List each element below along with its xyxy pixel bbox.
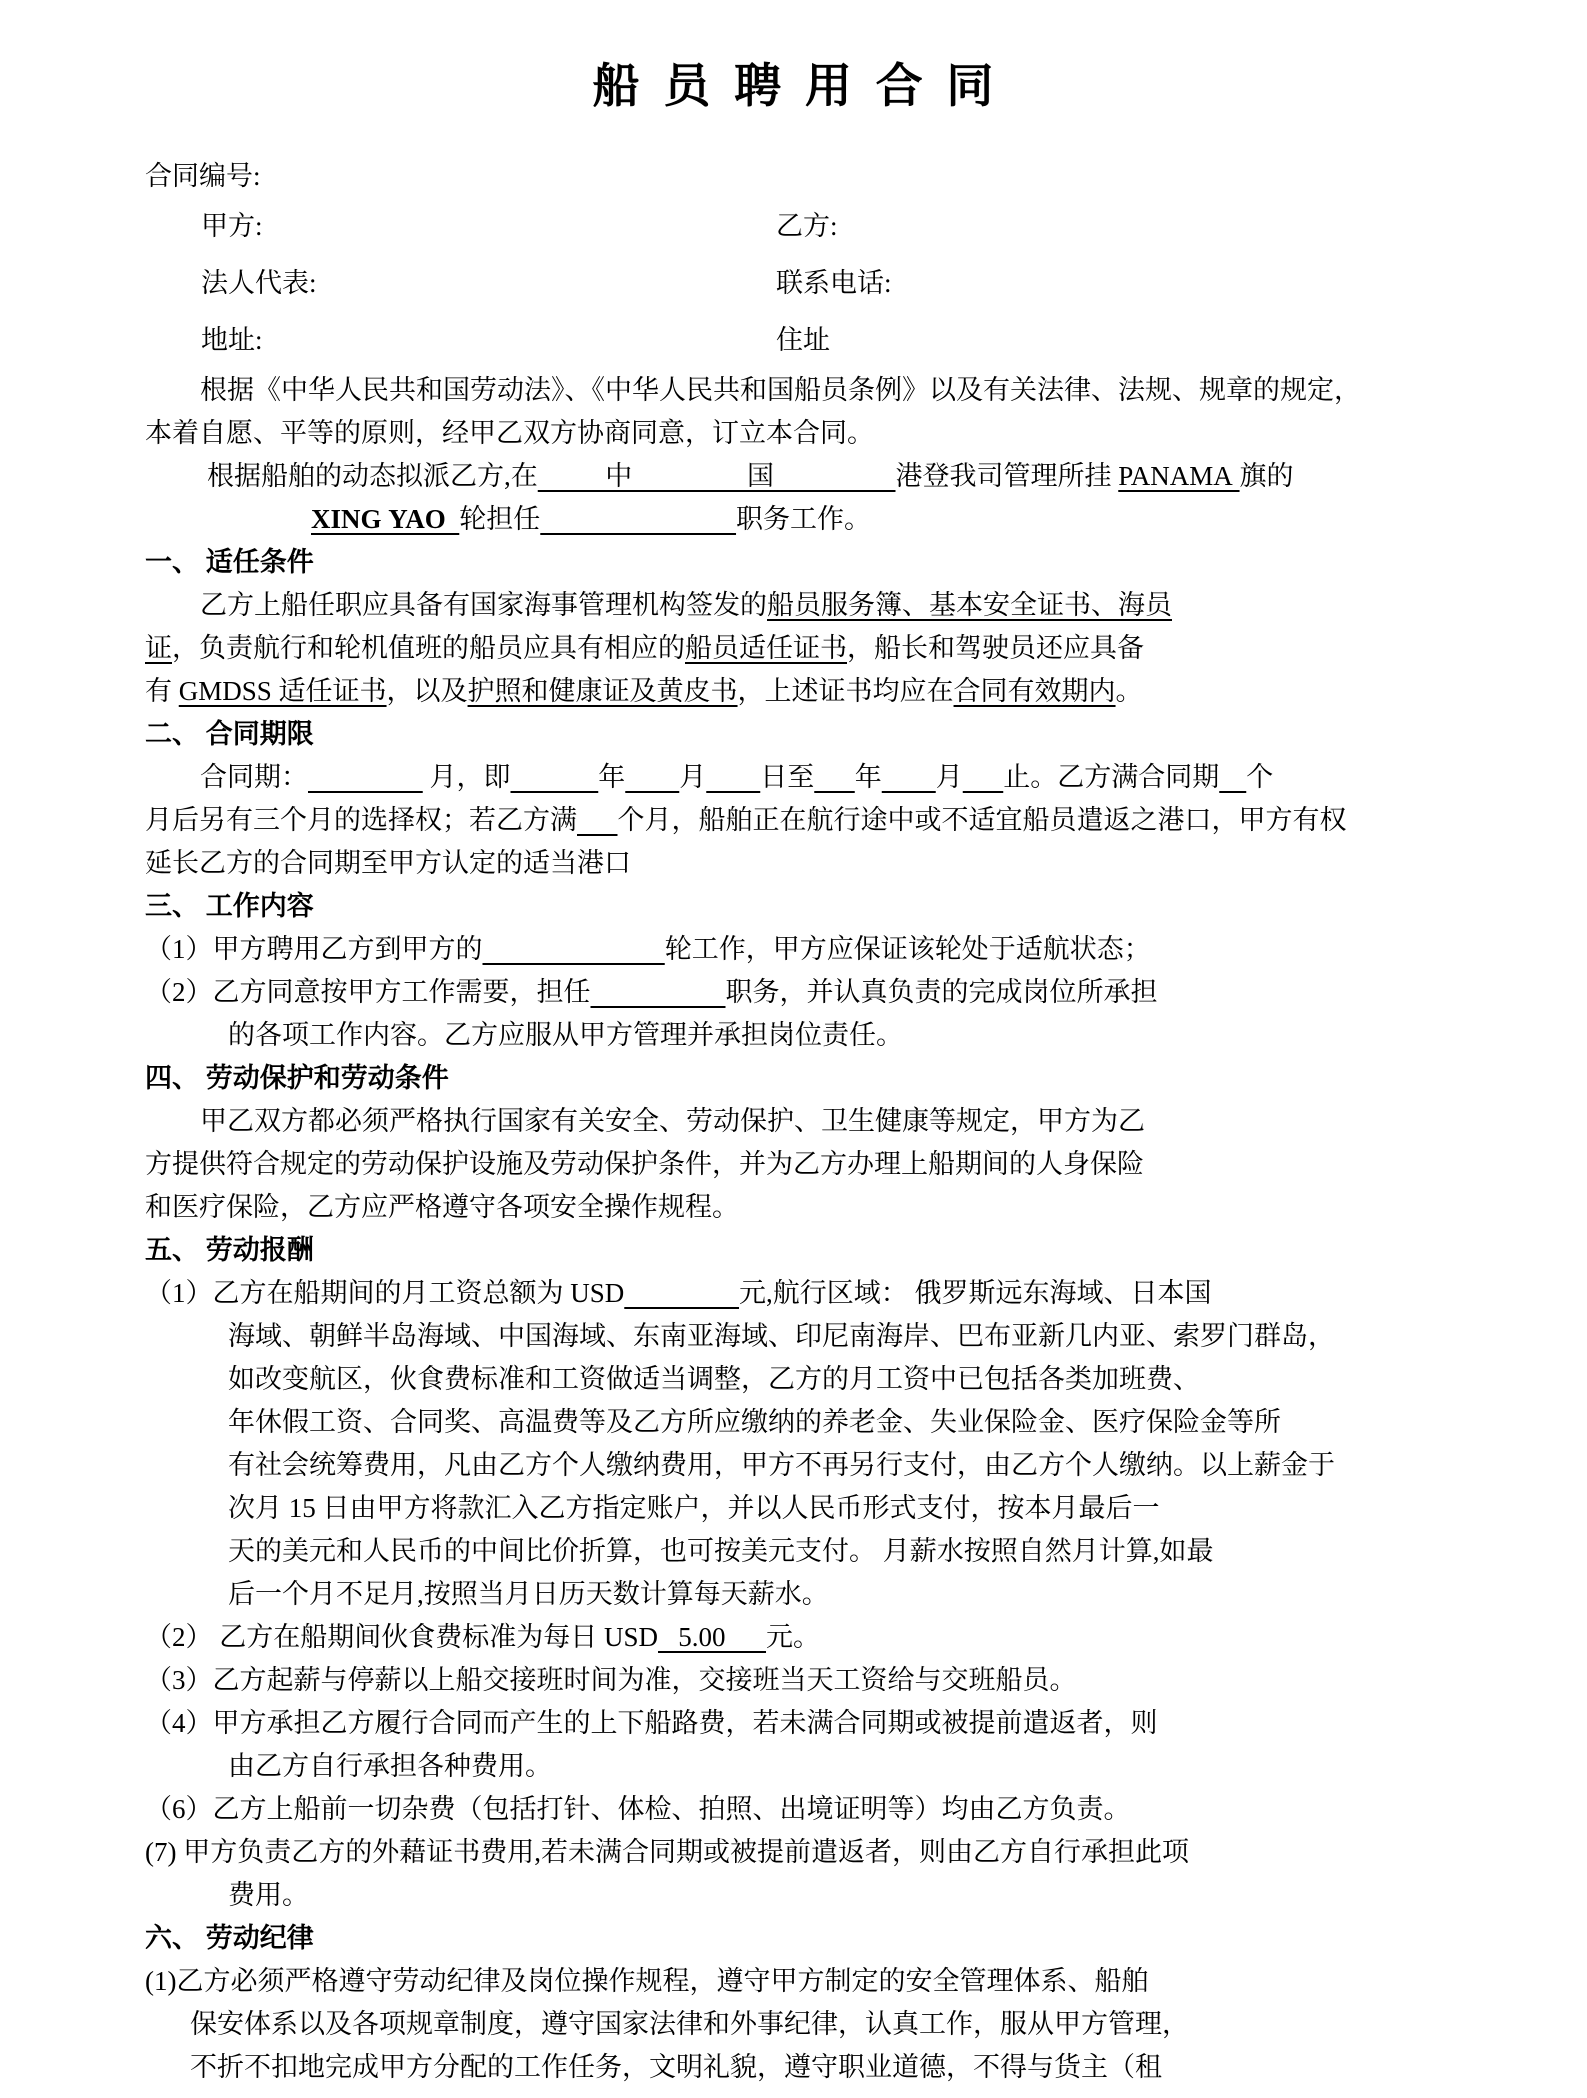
text-line bbox=[145, 1444, 1447, 1487]
text-segment: 元,航行区域： 俄罗斯远东海域、日本国 bbox=[739, 1278, 1212, 1308]
text-segment: 延长乙方的合同期至甲方认定的适当港口 bbox=[145, 848, 631, 878]
underlined-text: 船员适任证书 bbox=[685, 633, 847, 663]
blank-fill-line bbox=[814, 762, 855, 792]
text-segment: 后一个月不足月,按照当月日历天数计算每天薪水。 bbox=[228, 1579, 829, 1609]
text-segment: 甲乙双方都必须严格执行国家有关安全、劳动保护、卫生健康等规定，甲方为乙 bbox=[200, 1106, 1145, 1136]
text-segment: 海域、朝鲜半岛海域、中国海域、东南亚海域、印尼南海岸、巴布亚新几内亚、索罗门群岛， bbox=[228, 1321, 1335, 1351]
text-segment: 方提供符合规定的劳动保护设施及劳动保护条件，并为乙方办理上船期间的人身保险 bbox=[145, 1149, 1144, 1179]
text-segment: （1）甲方聘用乙方到甲方的 bbox=[145, 934, 483, 964]
text-segment: 三、 工作内容 bbox=[145, 891, 314, 921]
blank-fill-line bbox=[963, 762, 1004, 792]
text-segment: 轮工作，甲方应保证该轮处于适航状态； bbox=[664, 934, 1151, 964]
text-line bbox=[145, 584, 1447, 627]
blank-fill-line bbox=[308, 762, 423, 792]
underlined-text: XING YAO bbox=[311, 504, 460, 534]
text-segment: (1)乙方必须严格遵守劳动纪律及岗位操作规程，遵守甲方制定的安全管理体系、船舶 bbox=[145, 1966, 1149, 1996]
text-line bbox=[145, 1315, 1447, 1358]
text-segment: 四、 劳动保护和劳动条件 bbox=[145, 1063, 449, 1093]
text-segment: ，上述证书均应在 bbox=[737, 676, 954, 706]
text-segment: 如改变航区，伙食费标准和工资做适当调整，乙方的月工资中已包括各类加班费、 bbox=[228, 1364, 1200, 1394]
text-line bbox=[145, 1530, 1447, 1573]
blank-fill-line bbox=[1219, 762, 1246, 792]
underlined-text: 证 bbox=[145, 633, 172, 663]
document-body bbox=[145, 369, 1447, 2089]
text-segment: ，以及 bbox=[386, 676, 468, 706]
text-segment: 旗的 bbox=[1239, 461, 1294, 491]
text-segment: 年 bbox=[854, 762, 882, 792]
text-segment: 个月，船舶正在航行途中或不适宜船员遣返之港口，甲方有权 bbox=[617, 805, 1347, 835]
section-heading bbox=[145, 1057, 1447, 1100]
text-line bbox=[145, 498, 1447, 541]
text-segment: ，船长和驾驶员还应具备 bbox=[847, 633, 1144, 663]
text-line bbox=[145, 2046, 1447, 2089]
text-segment: 由乙方自行承担各种费用。 bbox=[228, 1751, 552, 1781]
party-label-right: 住址 bbox=[776, 325, 830, 355]
party-row bbox=[145, 255, 1447, 312]
text-segment: 费用。 bbox=[228, 1880, 309, 1910]
text-line bbox=[145, 1960, 1447, 2003]
party-label-right: 乙方: bbox=[776, 211, 838, 241]
text-line bbox=[145, 1358, 1447, 1401]
text-line bbox=[145, 971, 1447, 1014]
section-heading bbox=[145, 541, 1447, 584]
text-segment: 保安体系以及各项规章制度，遵守国家法律和外事纪律，认真工作，服从甲方管理， bbox=[190, 2009, 1189, 2039]
text-segment: （3）乙方起薪与停薪以上船交接班时间为准，交接班当天工资给与交班船员。 bbox=[145, 1665, 1077, 1695]
blank-fill-line bbox=[706, 762, 760, 792]
text-segment: (7) 甲方负责乙方的外藉证书费用,若未满合同期或被提前遣返者，则由乙方自行承担此项 bbox=[145, 1837, 1189, 1867]
text-segment: 职务工作。 bbox=[736, 504, 872, 534]
text-segment: 根据《中华人民共和国劳动法》、《中华人民共和国船员条例》以及有关法律、法规、规章的规定， bbox=[200, 375, 1361, 405]
blank-fill-line bbox=[483, 934, 665, 964]
text-segment: 轮担任 bbox=[459, 504, 541, 534]
section-heading bbox=[145, 885, 1447, 928]
underlined-text: 5.00 bbox=[658, 1622, 767, 1652]
text-line bbox=[145, 1100, 1447, 1143]
text-line bbox=[145, 1745, 1447, 1788]
text-segment: 个 bbox=[1246, 762, 1274, 792]
party-row bbox=[145, 198, 1447, 255]
text-segment: ，负责航行和轮机值班的船员应具有相应的 bbox=[172, 633, 685, 663]
text-segment: 的各项工作内容。乙方应服从甲方管理并承担岗位责任。 bbox=[228, 1020, 903, 1050]
text-line bbox=[145, 1831, 1447, 1874]
text-line bbox=[145, 928, 1447, 971]
text-segment: 乙方上船任职应具备有国家海事管理机构签发的 bbox=[200, 590, 767, 620]
text-segment: （1）乙方在船期间的月工资总额为 USD bbox=[145, 1278, 625, 1308]
text-segment: 年休假工资、合同奖、高温费等及乙方所应缴纳的养老金、失业保险金、医疗保险金等所 bbox=[228, 1407, 1281, 1437]
text-segment: （2） 乙方在船期间伙食费标准为每日 USD bbox=[145, 1622, 659, 1652]
text-line bbox=[145, 1014, 1447, 1057]
text-segment: （2）乙方同意按甲方工作需要，担任 bbox=[145, 977, 591, 1007]
text-line bbox=[145, 627, 1447, 670]
text-line bbox=[145, 2003, 1447, 2046]
text-segment: 次月 15 日由甲方将款汇入乙方指定账户，并以人民币形式支付，按本月最后一 bbox=[228, 1493, 1160, 1523]
text-line bbox=[145, 1401, 1447, 1444]
text-segment: 合同期： bbox=[200, 762, 308, 792]
blank-fill-line bbox=[882, 762, 936, 792]
blank-fill-line bbox=[577, 805, 618, 835]
text-segment: 五、 劳动报酬 bbox=[145, 1235, 314, 1265]
text-segment: （6）乙方上船前一切杂费（包括打针、体检、拍照、出境证明等）均由乙方负责。 bbox=[145, 1794, 1131, 1824]
text-line bbox=[145, 455, 1447, 498]
text-segment: 六、 劳动纪律 bbox=[145, 1923, 314, 1953]
text-segment: 年 bbox=[598, 762, 626, 792]
text-segment: 港登我司管理所挂 bbox=[895, 461, 1119, 491]
text-segment: 月 bbox=[679, 762, 707, 792]
text-line bbox=[145, 1487, 1447, 1530]
text-line bbox=[145, 1186, 1447, 1229]
text-line bbox=[145, 1143, 1447, 1186]
text-segment: 职务，并认真负责的完成岗位所承担 bbox=[725, 977, 1158, 1007]
text-segment: 日至 bbox=[760, 762, 815, 792]
underlined-text: 合同有效期内 bbox=[953, 676, 1116, 706]
text-line bbox=[145, 756, 1447, 799]
text-line bbox=[145, 1702, 1447, 1745]
section-heading bbox=[145, 713, 1447, 756]
text-segment: 。 bbox=[1115, 676, 1143, 706]
text-segment: 元。 bbox=[766, 1622, 821, 1652]
text-line bbox=[145, 369, 1447, 412]
text-segment: 有社会统筹费用，凡由乙方个人缴纳费用，甲方不再另行支付，由乙方个人缴纳。以上薪金于 bbox=[228, 1450, 1335, 1480]
text-line bbox=[145, 670, 1447, 713]
underlined-text: GMDSS 适任证书 bbox=[178, 676, 387, 706]
text-segment: 月，即 bbox=[422, 762, 511, 792]
text-line bbox=[145, 1616, 1447, 1659]
text-line bbox=[145, 1659, 1447, 1702]
text-line bbox=[145, 1272, 1447, 1315]
text-line bbox=[145, 842, 1447, 885]
blank-fill-line bbox=[511, 762, 599, 792]
party-label-right: 联系电话: bbox=[776, 268, 892, 298]
text-line bbox=[145, 1788, 1447, 1831]
text-line bbox=[145, 1573, 1447, 1616]
blank-fill-line bbox=[540, 504, 736, 534]
blank-fill-line bbox=[591, 977, 726, 1007]
contract-no-label: 合同编号: bbox=[145, 161, 261, 191]
text-segment: 有 bbox=[145, 676, 179, 706]
text-segment: 月后另有三个月的选择权；若乙方满 bbox=[145, 805, 577, 835]
text-segment: 和医疗保险，乙方应严格遵守各项安全操作规程。 bbox=[145, 1192, 739, 1222]
text-segment: 二、 合同期限 bbox=[145, 719, 314, 749]
text-segment: 不折不扣地完成甲方分配的工作任务，文明礼貌，遵守职业道德，不得与货主（租 bbox=[190, 2052, 1162, 2082]
text-segment: 根据船舶的动态拟派乙方,在 bbox=[207, 461, 538, 491]
text-segment: 本着自愿、平等的原则，经甲乙双方协商同意，订立本合同。 bbox=[145, 418, 874, 448]
underlined-text: 中 国 bbox=[537, 461, 896, 491]
party-row bbox=[145, 312, 1447, 369]
document-title: 船 员 聘 用 合 同 bbox=[592, 61, 1000, 113]
text-segment: 月 bbox=[935, 762, 963, 792]
section-heading bbox=[145, 1917, 1447, 1960]
text-line bbox=[145, 412, 1447, 455]
text-segment: 止。乙方满合同期 bbox=[1003, 762, 1220, 792]
party-label-left: 地址: bbox=[201, 325, 263, 355]
text-segment: （4）甲方承担乙方履行合同而产生的上下船路费，若未满合同期或被提前遣返者，则 bbox=[145, 1708, 1158, 1738]
party-rows bbox=[145, 198, 1447, 369]
text-line bbox=[145, 1874, 1447, 1917]
text-segment: 一、 适任条件 bbox=[145, 547, 314, 577]
underlined-text: 船员服务簿、基本安全证书、海员 bbox=[767, 590, 1172, 620]
text-line bbox=[145, 799, 1447, 842]
party-label-left: 法人代表: bbox=[201, 268, 317, 298]
text-segment: 天的美元和人民币的中间比价折算，也可按美元支付。 月薪水按照自然月计算,如最 bbox=[228, 1536, 1214, 1566]
party-label-left: 甲方: bbox=[201, 211, 263, 241]
blank-fill-line bbox=[625, 762, 679, 792]
section-heading bbox=[145, 1229, 1447, 1272]
underlined-text: PANAMA bbox=[1118, 461, 1240, 491]
blank-fill-line bbox=[624, 1278, 739, 1308]
underlined-text: 护照和健康证及黄皮书 bbox=[467, 676, 738, 706]
